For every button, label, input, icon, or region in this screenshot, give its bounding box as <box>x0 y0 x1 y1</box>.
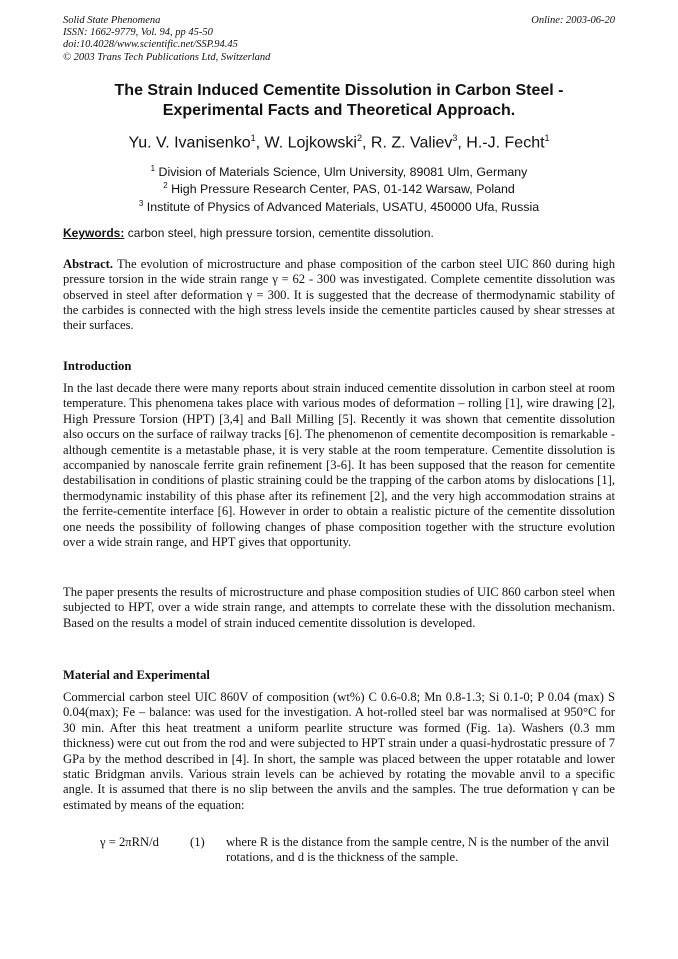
equation: γ = 2πRN/d <box>100 835 159 849</box>
section-heading-introduction: Introduction <box>63 359 132 373</box>
author-affil-marker: 2 <box>356 133 362 143</box>
copyright-line: © 2003 Trans Tech Publications Ltd, Switzerland <box>63 51 271 63</box>
author-name: Yu. V. Ivanisenko <box>128 134 251 152</box>
keywords-label: Keywords: <box>63 226 125 240</box>
abstract-label: Abstract. <box>63 257 114 271</box>
affiliation <box>63 197 615 214</box>
doi-line: doi:10.4028/www.scientific.net/SSP.94.45 <box>63 39 238 51</box>
equation-explanation: where R is the distance from the sample centre, N is the number of the anvil rotations, and d is the thickness of the sample. <box>226 835 610 865</box>
material-paragraph: Commercial carbon steel UIC 860V of composition (wt%) C 0.6-0.8; Mn 0.8-1.3; Si 0.1-0; P 0.04 (max) S 0.04(max); Fe – balance: was used for the investigation. A hot-rolled steel bar was normalised at 950°C for 30 min. After this heat treatment a uniform pearlite structure was formed (Fig. 1a). Washers (0.3 mm thickness) were cut out from the rod and were subjected to HPT strain under a quasi-hydrostatic pressure of 7 GPa by the method described in [4]. In short, the sample was placed between the upper rotatable and lower static Bridgman anvils. Various strain levels can be achieved by rotating the movable anvil to a specific angle. It is assumed that there is no slip between the anvils and the samples. The true deformation γ can be estimated by means of the equation: <box>63 690 615 812</box>
affiliation-marker: 1 <box>150 164 156 173</box>
equation-number: (1) <box>190 835 205 849</box>
affiliation-text: Institute of Physics of Advanced Materials, USATU, 450000 Ufa, Russia <box>146 199 540 214</box>
abstract-text: The evolution of microstructure and phase composition of the carbon steel UIC 860 during high pressure torsion in the wide strain range γ = 62 - 300 was investigated. Complete cementite dissolution was observed in steel after deformation γ = 300. It is suggested that the decrease of thermodynamic stability of the carbides is connected with the high stress levels inside the cementite particles caused by shear stresses at their surfaces. <box>63 257 615 333</box>
affiliation-marker: 3 <box>138 198 144 208</box>
author-name: R. Z. Valiev <box>370 134 453 152</box>
author-separator: , <box>457 134 467 152</box>
introduction-paragraph-2: The paper presents the results of microstructure and phase composition studies of UIC 860 carbon steel when subjected to HPT, over a wide strain range, and attempts to correlate these with the dissolution mechanism. Based on the results a model of strain induced cementite dissolution is developed. <box>63 585 615 630</box>
affiliation-list <box>63 162 615 214</box>
author-separator: , <box>362 134 371 152</box>
title-line-2: Experimental Facts and Theoretical Approach. <box>162 101 516 119</box>
online-date: Online: 2003-06-20 <box>531 15 615 26</box>
title-line-1: The Strain Induced Cementite Dissolution in Carbon Steel - <box>114 82 564 99</box>
author-affil-marker: 3 <box>452 133 458 143</box>
affiliation-text: Division of Materials Science, Ulm University, 89081 Ulm, Germany <box>158 165 528 180</box>
affiliation-marker: 2 <box>163 181 168 191</box>
author-name: H.-J. Fecht <box>466 134 545 152</box>
journal-name: Solid State Phenomena <box>63 15 161 26</box>
affiliation <box>63 179 615 196</box>
author-affil-marker: 1 <box>250 133 256 143</box>
paper-title <box>63 81 615 120</box>
author-affil-marker: 1 <box>544 133 550 143</box>
introduction-paragraph-1: In the last decade there were many reports about strain induced cementite dissolution in carbon steel at room temperature. This phenomena takes place with various modes of deformation – rolling [1], wire drawing [2], High Pressure Torsion (HPT) [3,4] and Ball Milling [5]. Recently it was shown that cementite dissolution also occurs on the surface of railway tracks [6]. The phenomenon of cementite decomposition is remarkable -although cementite is a metastable phase, it is very stable at the room temperature. Cementite dissolution is accompanied by nanoscale ferrite grain refinement [3-6]. It has been supposed that the reason for cementite destabilisation in conditions of plastic straining could be the trapping of the carbon atoms by dislocations [1], thermodynamic instability of this phase after its refinement [2], and the very high accommodation strains at the ferrite-cementite interface [6]. However in order to obtain a realistic picture of the cementite dissolution one needs the possibility of following changes of phase composition together with the structure evolution over a wide strain range, and HPT gives that opportunity. <box>63 381 615 550</box>
affiliation <box>63 162 615 179</box>
abstract <box>63 257 615 333</box>
keywords-line <box>63 226 615 240</box>
keywords-text: carbon steel, high pressure torsion, cementite dissolution. <box>124 226 434 240</box>
issn-line: ISSN: 1662-9779, Vol. 94, pp 45-50 <box>63 27 213 39</box>
section-heading-material: Material and Experimental <box>63 668 210 682</box>
author-name: W. Lojkowski <box>264 134 357 152</box>
author-separator: , <box>255 134 265 152</box>
journal-header <box>63 15 615 64</box>
affiliation-text: High Pressure Research Center, PAS, 01-142 Warsaw, Poland <box>171 182 515 197</box>
author-list <box>63 128 615 153</box>
